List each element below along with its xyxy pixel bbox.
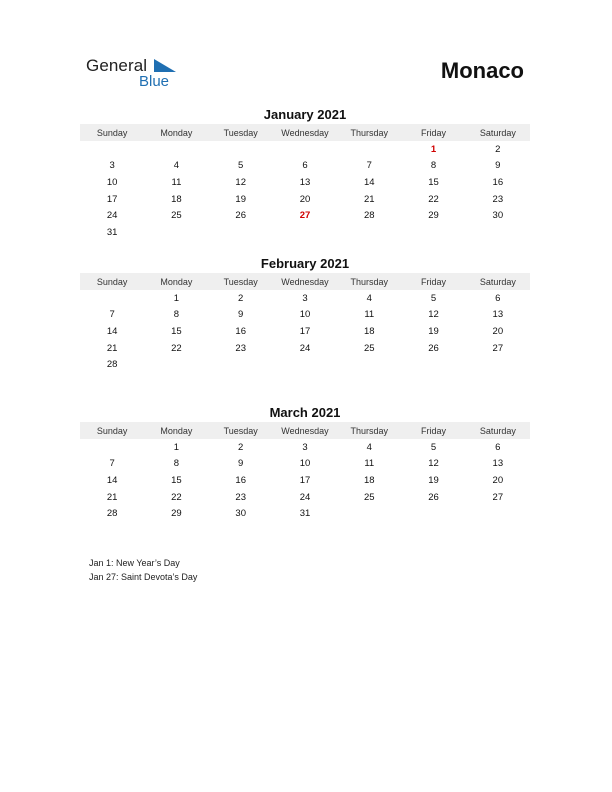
day-cell: 27 — [492, 491, 504, 503]
day-cell: 25 — [171, 210, 182, 222]
holiday-item: Jan 27: Saint Devota’s Day — [89, 572, 198, 582]
day-cell: 18 — [171, 193, 182, 205]
day-cell: 23 — [492, 193, 504, 205]
month-title: March 2021 — [269, 405, 341, 420]
month-grid — [80, 290, 530, 373]
day-cell: 17 — [299, 474, 311, 486]
day-cell: 9 — [495, 160, 501, 172]
week-row — [80, 191, 530, 208]
day-cell: 30 — [235, 508, 246, 520]
day-cell: 21 — [106, 491, 118, 503]
day-cell: 11 — [364, 309, 375, 321]
day-cell: 5 — [430, 292, 437, 304]
week-row — [80, 141, 530, 158]
day-cell: 9 — [238, 309, 244, 321]
day-cell: 25 — [363, 491, 375, 503]
week-row — [80, 456, 530, 473]
weekday-label: Sunday — [96, 276, 128, 287]
week-row — [80, 224, 530, 241]
day-cell: 3 — [302, 441, 308, 453]
weekday-label: Saturday — [479, 276, 516, 287]
day-cell: 7 — [109, 458, 115, 470]
day-cell: 8 — [173, 309, 180, 321]
weekday-label: Friday — [421, 276, 447, 287]
month-grid — [80, 439, 530, 522]
day-cell: 25 — [363, 342, 375, 354]
day-cell: 10 — [106, 176, 118, 188]
weekday-label: Thursday — [350, 425, 389, 436]
weekday-label: Saturday — [479, 127, 516, 138]
week-row — [80, 489, 530, 506]
weekday-label: Friday — [421, 127, 447, 138]
week-row — [80, 158, 530, 175]
holiday-item: Jan 1: New Year’s Day — [89, 558, 180, 568]
weekday-label: Sunday — [96, 127, 128, 138]
day-cell: 6 — [495, 441, 501, 453]
day-cell: 13 — [299, 176, 311, 188]
day-cell: 10 — [299, 458, 311, 470]
day-cell: 24 — [106, 210, 118, 222]
day-cell: 20 — [492, 474, 504, 486]
day-cell: 22 — [171, 491, 182, 503]
weekday-label: Tuesday — [223, 127, 258, 138]
week-row — [80, 472, 530, 489]
day-cell: 16 — [492, 176, 504, 188]
day-cell: 29 — [171, 508, 182, 520]
day-cell: 15 — [171, 474, 182, 486]
week-row — [80, 505, 530, 522]
week-row — [80, 290, 530, 307]
day-cell: 27 — [492, 342, 504, 354]
week-row — [80, 307, 530, 324]
day-cell: 8 — [173, 458, 180, 470]
day-cell: 23 — [235, 491, 246, 503]
day-cell: 14 — [106, 474, 118, 486]
day-cell: 7 — [366, 160, 372, 172]
weekday-label: Monday — [160, 127, 193, 138]
weekday-label: Sunday — [96, 425, 128, 436]
day-cell: 4 — [173, 160, 180, 172]
day-cell: 26 — [428, 342, 439, 354]
day-cell: 2 — [495, 143, 501, 155]
day-cell: 11 — [364, 458, 375, 470]
weekday-label: Friday — [421, 425, 447, 436]
day-cell: 19 — [235, 193, 246, 205]
day-cell: 20 — [492, 325, 504, 337]
day-cell: 12 — [428, 458, 439, 470]
day-cell: 16 — [235, 325, 246, 337]
day-cell: 29 — [428, 210, 439, 222]
day-cell: 6 — [495, 292, 501, 304]
month-march — [80, 405, 530, 522]
month-january — [80, 107, 530, 241]
day-cell: 19 — [428, 474, 439, 486]
day-cell: 2 — [238, 441, 244, 453]
day-cell: 7 — [109, 309, 115, 321]
logo-blue-text: Blue — [139, 73, 170, 90]
day-cell: 24 — [299, 491, 311, 503]
day-cell: 17 — [106, 193, 118, 205]
day-cell: 20 — [299, 193, 311, 205]
general-blue-logo — [86, 56, 186, 92]
day-cell: 1 — [173, 292, 180, 304]
day-cell: 3 — [302, 292, 308, 304]
day-cell: 3 — [109, 160, 115, 172]
day-cell: 5 — [238, 160, 244, 172]
weekday-label: Monday — [160, 276, 193, 287]
week-row — [80, 356, 530, 373]
day-cell: 2 — [238, 292, 244, 304]
day-cell: 19 — [428, 325, 439, 337]
holiday-list — [89, 556, 197, 584]
day-cell: 8 — [430, 160, 437, 172]
day-cell: 31 — [106, 226, 118, 238]
day-cell: 28 — [106, 508, 118, 520]
weekday-label: Wednesday — [281, 276, 329, 287]
day-cell: 6 — [302, 160, 308, 172]
day-cell: 11 — [171, 176, 182, 188]
month-title: January 2021 — [263, 107, 347, 122]
day-cell: 27 — [299, 210, 311, 222]
day-cell: 21 — [106, 342, 118, 354]
week-row — [80, 207, 530, 224]
day-cell: 1 — [173, 441, 180, 453]
day-cell: 9 — [238, 458, 244, 470]
day-cell: 12 — [428, 309, 439, 321]
day-cell: 4 — [366, 441, 372, 453]
day-cell: 24 — [299, 342, 311, 354]
day-cell: 23 — [235, 342, 246, 354]
day-cell: 16 — [235, 474, 246, 486]
day-cell: 15 — [428, 176, 439, 188]
weekday-label: Tuesday — [223, 425, 258, 436]
weekday-label: Wednesday — [281, 127, 329, 138]
weekday-label: Monday — [160, 425, 193, 436]
day-cell: 12 — [235, 176, 246, 188]
week-row — [80, 174, 530, 191]
day-cell: 22 — [428, 193, 439, 205]
day-cell: 18 — [363, 325, 375, 337]
day-cell: 21 — [363, 193, 375, 205]
weekday-header-row — [80, 273, 530, 290]
weekday-header-row — [80, 422, 530, 439]
day-cell: 26 — [428, 491, 439, 503]
day-cell: 22 — [171, 342, 182, 354]
logo-flag-icon — [154, 59, 176, 73]
day-cell: 31 — [299, 508, 311, 520]
day-cell: 4 — [366, 292, 372, 304]
week-row — [80, 340, 530, 357]
day-cell: 28 — [106, 359, 118, 371]
day-cell: 13 — [492, 309, 504, 321]
day-cell: 14 — [363, 176, 375, 188]
day-cell: 15 — [171, 325, 182, 337]
day-cell: 26 — [235, 210, 246, 222]
week-row — [80, 323, 530, 340]
country-title: Monaco — [440, 58, 524, 83]
month-grid — [80, 141, 530, 241]
day-cell: 28 — [363, 210, 375, 222]
day-cell: 17 — [299, 325, 311, 337]
week-row — [80, 439, 530, 456]
weekday-header-row — [80, 124, 530, 141]
month-title: February 2021 — [260, 256, 350, 271]
weekday-label: Tuesday — [223, 276, 258, 287]
day-cell: 1 — [430, 143, 437, 155]
day-cell: 5 — [430, 441, 437, 453]
logo-general-text: General — [86, 56, 148, 75]
day-cell: 10 — [299, 309, 311, 321]
weekday-label: Saturday — [479, 425, 516, 436]
day-cell: 18 — [363, 474, 375, 486]
weekday-label: Thursday — [350, 276, 389, 287]
weekday-label: Thursday — [350, 127, 389, 138]
day-cell: 14 — [106, 325, 118, 337]
month-february — [80, 256, 530, 373]
day-cell: 13 — [492, 458, 504, 470]
weekday-label: Wednesday — [281, 425, 329, 436]
day-cell: 30 — [492, 210, 504, 222]
